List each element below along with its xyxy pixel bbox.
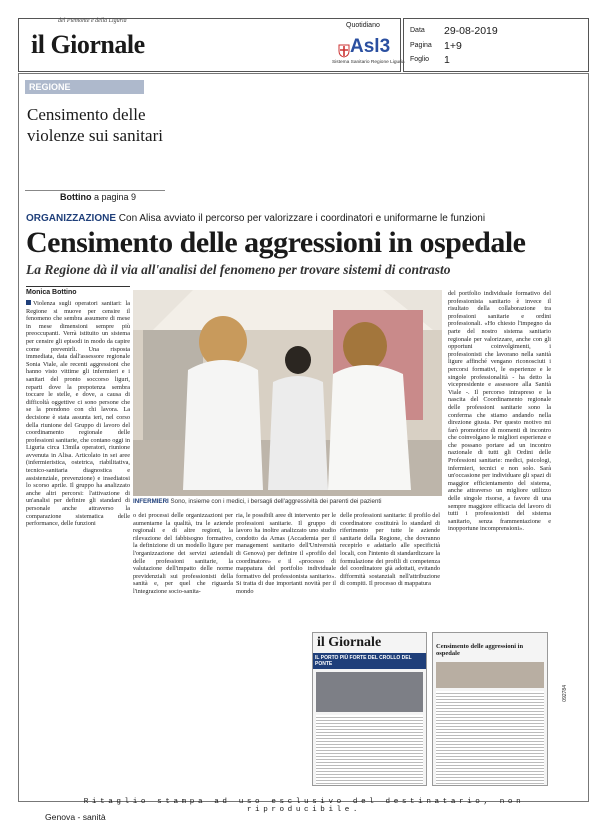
- article-column-5: [448, 290, 551, 600]
- article-column-4: [340, 512, 440, 642]
- column-4-text: delle professioni sanitarie: il profilo del coordinatore costituirà lo standard di riferimento per tutte le aziende sanitarie della Regione, che dovranno recepirlo e adattarlo alle specificità locali, con l'intento di standardizzare la formulazione dei profili di competenza del coordinatore già adottati, evitando difformità sostanziali nell'attribuzione di compiti. Il processo di mappatura: [340, 512, 440, 588]
- kicker-text: Con Alisa avviato il percorso per valorizzare i coordinatori e uniformarne le funzioni: [118, 213, 486, 224]
- copyright-notice: Ritaglio stampa ad uso esclusivo del destinatario, non riproducibile.: [83, 798, 525, 814]
- quotidiano-label: Quotidiano: [346, 22, 380, 29]
- column-2-text: o dei processi delle organizzazioni per aumentarne la qualità, tra le aziende regionali e di altre regioni, la rilevazione del fabbisogno formativo, la definizione di un modello ligure per l'organizzazione dei servizi aziendali delle professioni sanitarie, la valutazione dell'impatto delle norme previdenziali sui professionisti della sanità e, per quel che riguarda l'integrazione socio-sanita-: [133, 512, 233, 595]
- byline: Monica Bottino: [26, 289, 77, 296]
- foglio-value: 1: [444, 54, 450, 66]
- source-tag: Genova - sanità: [45, 812, 106, 822]
- front-teaser-title: Censimento delle violenze sui sanitari: [27, 105, 163, 145]
- teaser-page: a pagina 9: [94, 192, 137, 202]
- pagina-label: Pagina: [410, 42, 432, 49]
- thumb-text-block: [316, 715, 423, 785]
- article-column-1: [26, 300, 130, 590]
- asl-subtitle: Sistema Sanitario Regione Liguria: [332, 60, 405, 65]
- column-3-text: ria, le possibili aree di intervento per le professioni sanitarie. Il gruppo di lavoro ha inoltre analizzato uno studio condotto da Arnas (Accademia per il management sanitario dell'Università di Genova) per definire il «profilo del coordinatore» e il «processo di mappatura del portfolio individuale formativo del professionista sanitario». Si tratta di due importanti novità per il mondo: [236, 512, 336, 595]
- thumb-inner-headline: Censimento delle aggressioni in ospedale: [436, 643, 524, 657]
- thumb-photo: [316, 672, 423, 712]
- asl-logo: Asl3: [350, 36, 391, 57]
- article-column-3: [236, 512, 336, 642]
- subheadline: La Regione dà il via all'analisi del fenomeno per trovare sistemi di contrasto: [26, 262, 451, 277]
- thumb-headline: IL PORTO PIÙ FORTE DEL CROLLO DEL PONTE: [313, 653, 426, 669]
- caption-text: Sono, insieme con i medici, i bersagli dell'aggressività dei parenti dei pazienti: [170, 498, 382, 505]
- paragraph-square-icon: [26, 300, 31, 305]
- teaser-author: Bottino: [60, 192, 92, 202]
- data-value: 29-08-2019: [444, 25, 498, 37]
- section-label: REGIONE: [25, 80, 144, 94]
- inner-page-thumbnail: [432, 632, 548, 786]
- headline: Censimento delle aggressioni in ospedale: [26, 226, 526, 259]
- caption-label: INFERMIERI: [133, 498, 169, 505]
- archive-code: 092784: [562, 685, 568, 702]
- article-column-2: [133, 512, 233, 642]
- column-5-text: del portfolio individuale formativo del professionista sanitario è invece il risultato della collaborazione tra professioni sanitarie e ordini professionali. «Ho chiesto l'impegno da parte del nostro sistema sanitario regionale per valorizzare, anche con gli opportuni coinvolgimenti, i professionisti che lavorano nella sanità ligure affinché vengano riconosciuti i percorsi formativi, le esperienze e le singole professionalità - ha detto la vicepresidente e assessore alla Sanità Viale -. Il percorso intrapreso e la nascita del Coordinamento regionale delle professioni sanitarie sono la conferma che stiamo andando nella direzione giusta. Per questo motivo mi farò promotrice di momenti di incontro che coinvolgano le migliori esperienze e che possano portare ad un incontro nazionale di tutti gli Ordini delle Professioni sanitarie: medici, psicologi, infermieri, tecnici e non solo. Sarà un'occasione per individuare gli spazi di maggior efficientamento del sistema, anche attraverso un migliore utilizzo delle singole risorse, a favore di una sempre maggiore efficacia del lavoro di tutti i professionisti del sistema sanitario, senza frammentazione e inopportune incomprensioni».: [448, 290, 551, 533]
- kicker-label: ORGANIZZAZIONE: [26, 213, 116, 224]
- photo-caption: [133, 498, 442, 505]
- byline-divider: [26, 286, 130, 287]
- data-label: Data: [410, 27, 425, 34]
- nurses-photo: [133, 290, 442, 496]
- foglio-label: Foglio: [410, 56, 430, 63]
- column-1-text: Violenza sugli operatori sanitari: la Regione si muove per censire il fenomeno che sembra assumere di mese in mese dimensioni sempre più preoccupanti. Verrà istituito un sistema per censire gli episodi in modo da capire come prevenirli. Una risposta immediata, data dall'assessore regionale Sonia Viale, ale recenti aggressioni che hanno visto vittime gli infermieri e i sanitari del pronto soccorso liguri, reparti dove la prepotenza sembra toccare le stelle, e dove, a causa di difficoltà oggettive ci sono persone che se la prendono con chi lavora. La decisione è stata assunta ieri, nel corso della riunione del Gruppo di lavoro del coordinamento regionale delle professioni sanitarie, che contano oggi in Liguria circa 13mila operatori, riunione avvenuta in Alisa. Articolato in sei aree (infermieristica, ostetrica, riabilitativa, tecnico-sanitaria diagnostica e assistenziale, prevenzione) e insediatosi lo scorso aprile. Il gruppo ha analizzato anche altri percorsi: l'attivazione di un'analisi per definire gli standard di personale anche attraverso la comparazione sistematica delle performance, delle funzioni: [26, 300, 130, 528]
- thumb-inner-text: [436, 691, 544, 786]
- newspaper-subtitle: del Piemonte e della Liguria: [58, 18, 127, 24]
- shield-icon: [338, 44, 350, 58]
- thumb-masthead: il Giornale: [317, 635, 382, 650]
- teaser-reference: [60, 192, 136, 202]
- thumb-inner-photo: [436, 662, 544, 688]
- pagina-value: 1+9: [444, 40, 462, 52]
- front-page-thumbnail: [312, 632, 427, 786]
- teaser-divider: [25, 190, 165, 191]
- kicker: [26, 213, 485, 224]
- newspaper-logo: il Giornale: [31, 30, 145, 59]
